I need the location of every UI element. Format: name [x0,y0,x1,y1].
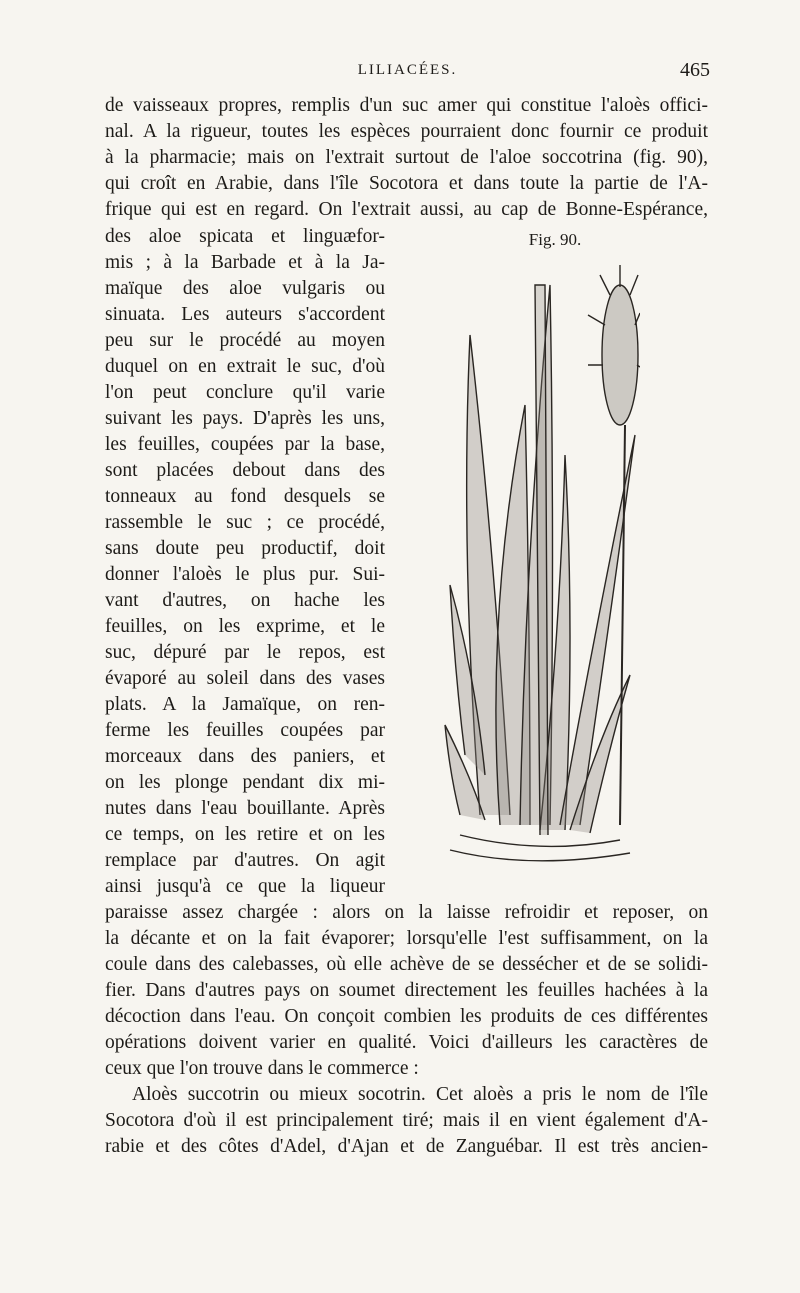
text-line: de vaisseaux propres, remplis d'un suc amer qui constitue l'aloès offici- [105,95,708,116]
text-line: on les plonge pendant dix mi- [105,772,385,793]
running-header [105,59,710,86]
text-line: décoction dans l'eau. On conçoit combien les produits de ces différentes [105,1006,708,1027]
text-line: suivant les pays. D'après les uns, [105,408,385,429]
figure-caption: Fig. 90. [528,230,582,249]
text-line: maïque des aloe vulgaris ou [105,278,385,299]
text-line: duquel on en extrait le suc, d'où [105,356,385,377]
text-line: peu sur le procédé au moyen [105,330,385,351]
text-line: des aloe spicata et linguæfor- [105,226,385,247]
header-title: LILIACÉES. [357,62,458,78]
text-line: ferme les feuilles coupées par [105,720,385,741]
text-line: rassemble le suc ; ce procédé, [105,512,385,533]
text-line: Socotora d'où il est principalement tiré; mais il en vient également d'A- [105,1110,708,1131]
text-line: feuilles, on les exprime, et le [105,616,385,637]
text-line: ce temps, on les retire et on les [105,824,385,845]
text-line: donner l'aloès le plus pur. Sui- [105,564,385,585]
text-line: rabie et des côtes d'Adel, d'Ajan et de Zanguébar. Il est très ancien- [105,1136,708,1157]
aloe-plant-icon [440,255,640,875]
text-line: nutes dans l'eau bouillante. Après [105,798,385,819]
text-line: ceux que l'on trouve dans le commerce : [105,1058,419,1079]
text-line: sans doute peu productif, doit [105,538,385,559]
text-line: la décante et on la fait évaporer; lorsqu'elle l'est suffisamment, on la [105,928,708,949]
text-line: mis ; à la Barbade et à la Ja- [105,252,385,273]
text-line: vant d'autres, on hache les [105,590,385,611]
aloe-plant-illustration [440,255,640,879]
text-line: à la pharmacie; mais on l'extrait surtout de l'aloe soccotrina (fig. 90), [105,147,708,168]
text-line: coule dans des calebasses, où elle achève de se dessécher et de se solidi- [105,954,708,975]
text-line: qui croît en Arabie, dans l'île Socotora et dans toute la partie de l'A- [105,173,708,194]
text-line: suc, dépuré par le repos, est [105,642,385,663]
page-number: 465 [680,59,710,81]
text-line: morceaux dans des paniers, et [105,746,385,767]
text-line: plats. A la Jamaïque, on ren- [105,694,385,715]
text-line: remplace par d'autres. On agit [105,850,385,871]
text-line: l'on peut conclure qu'il varie [105,382,385,403]
text-line: évaporé au soleil dans des vases [105,668,385,689]
text-line: opérations doivent varier en qualité. Voici d'ailleurs les caractères de [105,1032,708,1053]
text-line: fier. Dans d'autres pays on soumet directement les feuilles hachées à la [105,980,708,1001]
text-line: les feuilles, coupées par la base, [105,434,385,455]
text-line: sont placées debout dans des [105,460,385,481]
text-line: frique qui est en regard. On l'extrait aussi, au cap de Bonne-Espérance, [105,199,708,220]
text-line: ainsi jusqu'à ce que la liqueur [105,876,385,897]
text-line: nal. A la rigueur, toutes les espèces pourraient donc fournir ce produit [105,121,708,142]
text-line: Aloès succotrin ou mieux socotrin. Cet aloès a pris le nom de l'île [132,1084,708,1105]
text-line: paraisse assez chargée : alors on la laisse refroidir et reposer, on [105,902,708,923]
text-line: sinuata. Les auteurs s'accordent [105,304,385,325]
text-line: tonneaux au fond desquels se [105,486,385,507]
